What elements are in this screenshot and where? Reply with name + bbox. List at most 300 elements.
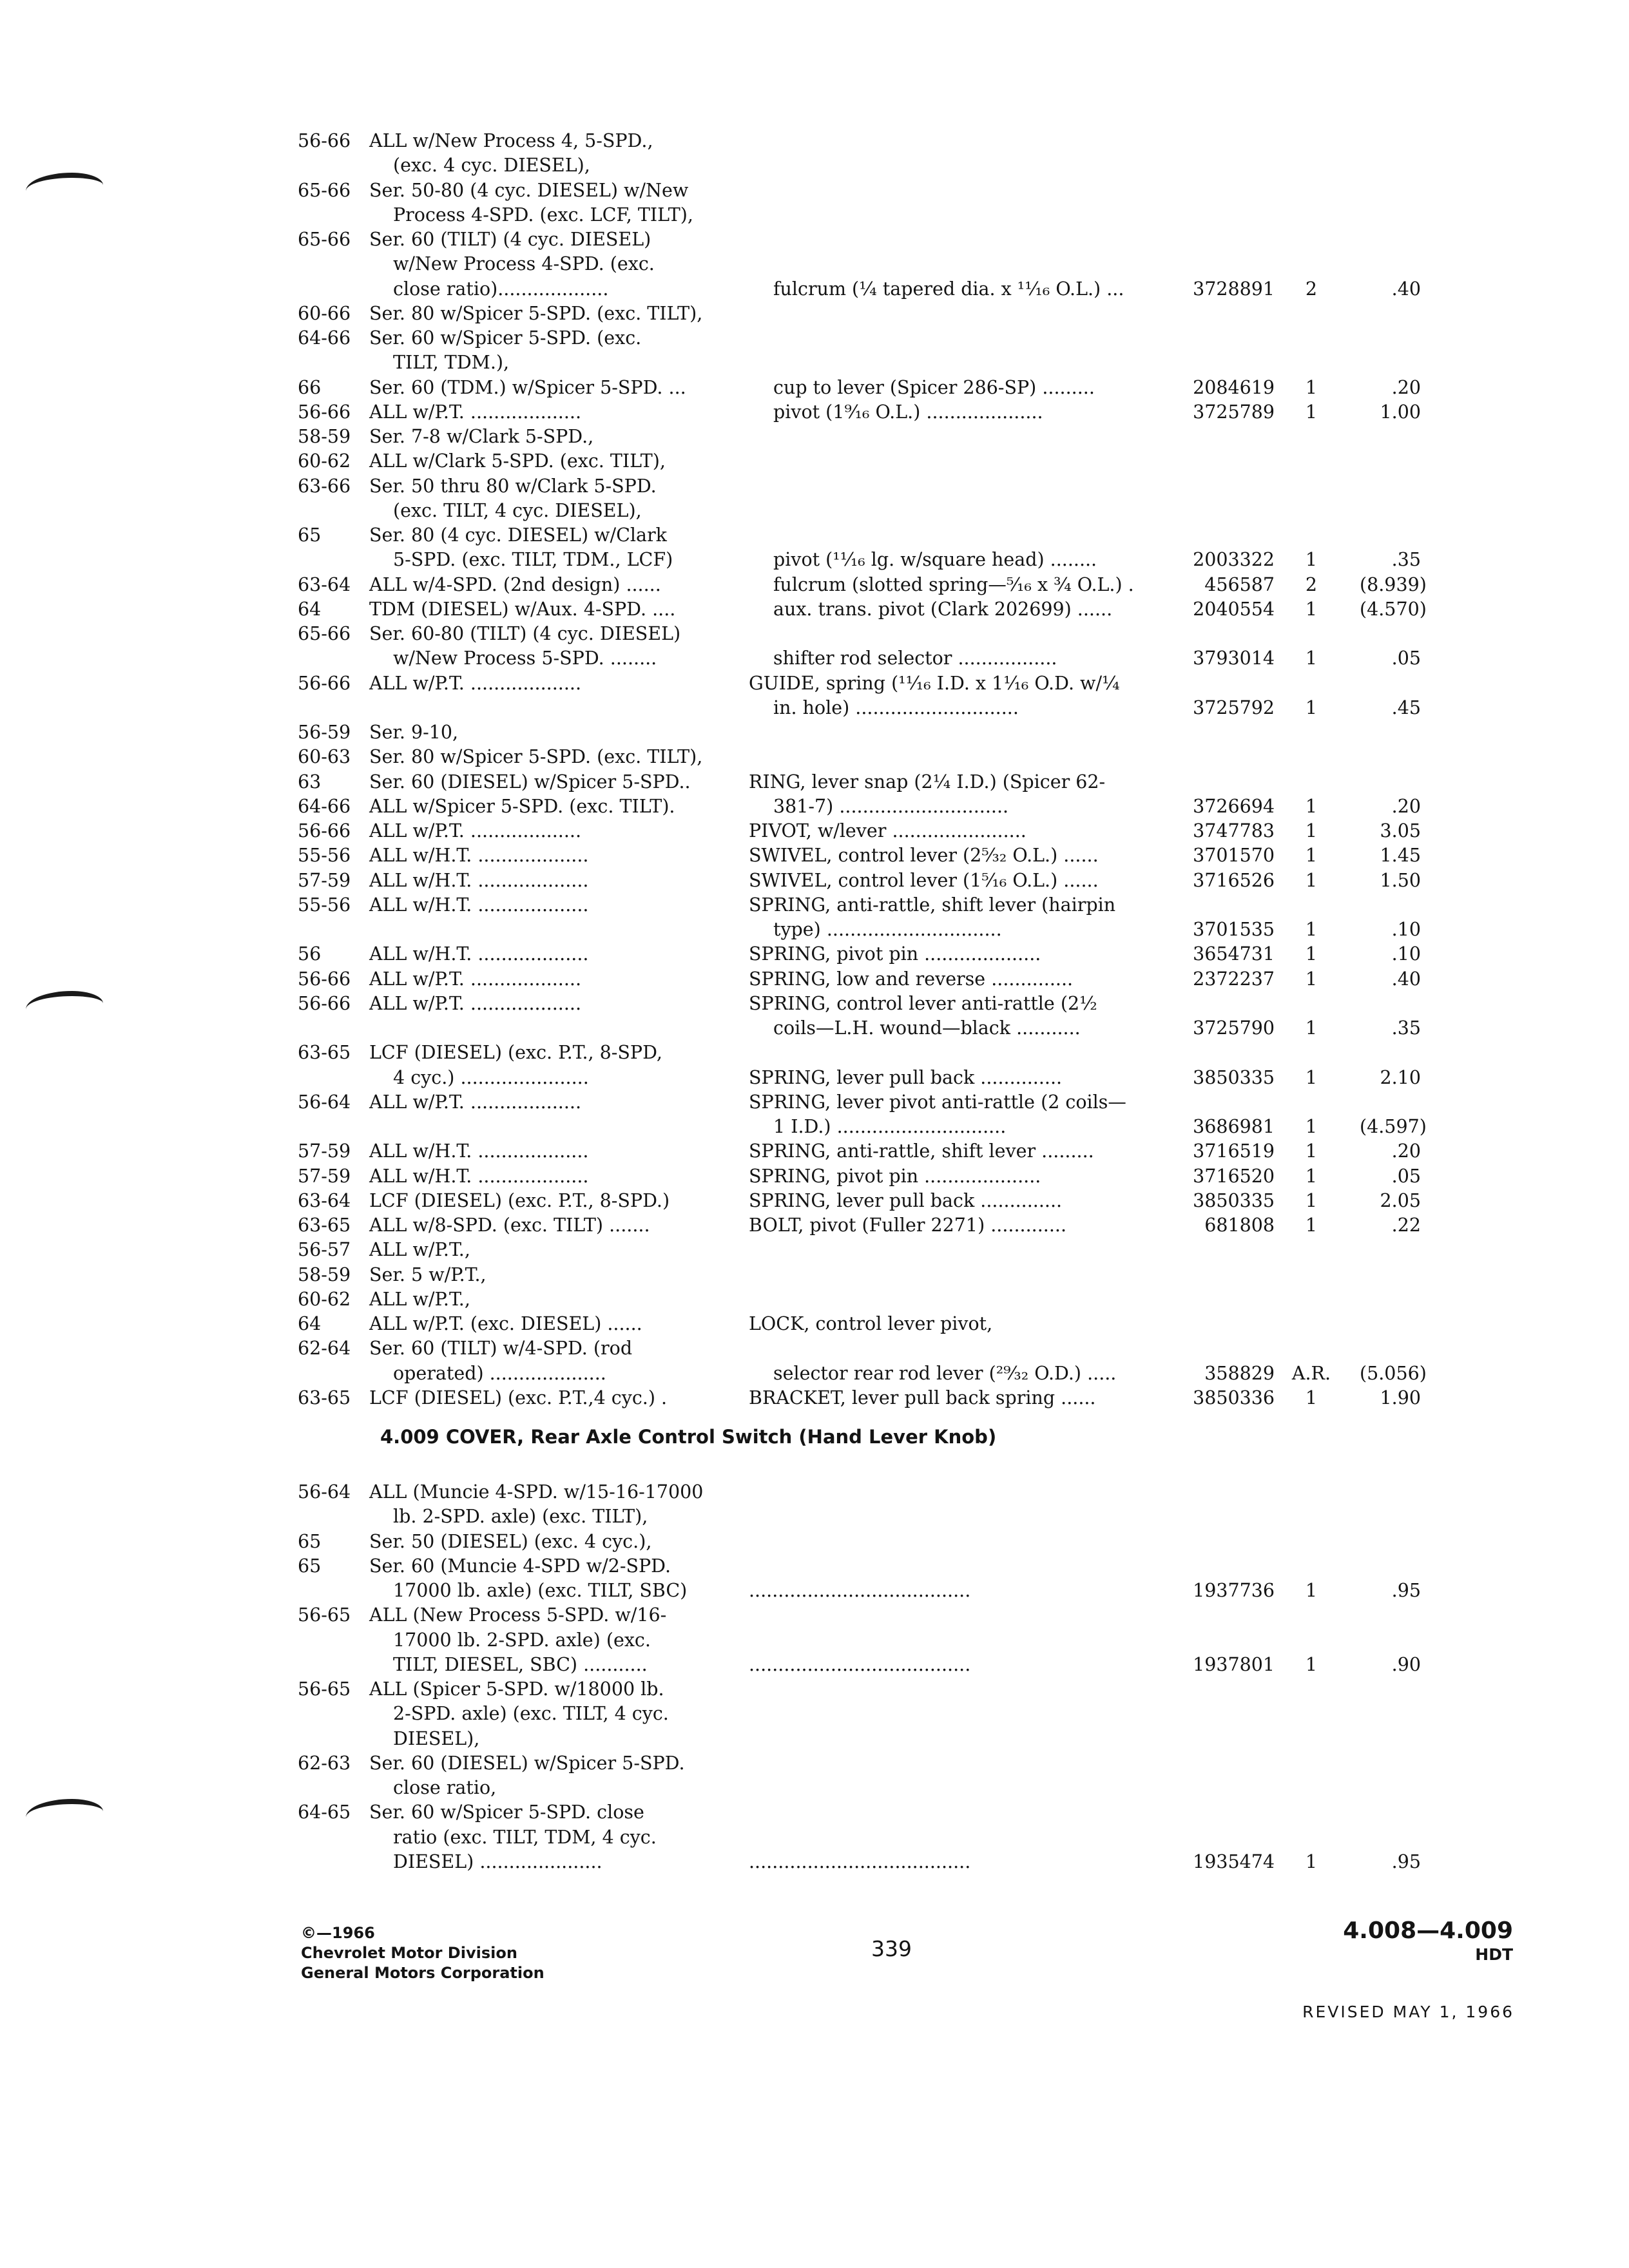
part-description: SPRING, control lever anti-rattle (2½ <box>749 992 1097 1014</box>
table-row <box>0 992 1629 1016</box>
model-year: 63-65 <box>298 1042 351 1064</box>
price: .95 <box>1391 1850 1421 1872</box>
application: lb. 2-SPD. axle) (exc. TILT), <box>393 1506 648 1528</box>
part-number: 3725789 <box>1193 401 1275 423</box>
part-number: 3725790 <box>1193 1017 1275 1039</box>
model-year: 64-66 <box>298 327 351 349</box>
part-number: 456587 <box>1204 573 1275 595</box>
quantity: 1 <box>1305 820 1318 841</box>
table-row <box>0 1603 1629 1628</box>
part-number: 681808 <box>1204 1215 1275 1236</box>
model-year: 58-59 <box>298 1264 351 1285</box>
table-row <box>0 252 1629 276</box>
quantity: 1 <box>1305 845 1318 867</box>
part-number: 3686981 <box>1193 1116 1275 1137</box>
part-number: 2372237 <box>1193 968 1275 990</box>
quantity: 1 <box>1305 1165 1318 1187</box>
table-row <box>0 400 1629 425</box>
table-row <box>0 1115 1629 1139</box>
table-row <box>0 1530 1629 1554</box>
table-row <box>0 1751 1629 1776</box>
price: .20 <box>1391 1140 1421 1162</box>
table-row <box>0 843 1629 868</box>
application: Ser. 60 w/Spicer 5-SPD. close <box>369 1802 644 1823</box>
table-row <box>0 1850 1629 1874</box>
section-heading: 4.009 COVER, Rear Axle Control Switch (Hand Lever Knob) <box>380 1426 997 1448</box>
price: 1.45 <box>1380 845 1421 867</box>
table-row <box>0 203 1629 227</box>
application: ALL w/P.T., <box>369 1239 470 1261</box>
part-description: ...................................... <box>749 1653 971 1675</box>
part-description: pivot (1⁹⁄₁₆ O.L.) .................... <box>773 401 1043 423</box>
price: .35 <box>1391 549 1421 571</box>
model-year: 56-66 <box>298 968 351 990</box>
price: 1.00 <box>1380 401 1421 423</box>
part-description: PIVOT, w/lever ....................... <box>749 820 1027 841</box>
table-row <box>0 1238 1629 1262</box>
part-description: aux. trans. pivot (Clark 202699) ...... <box>773 598 1113 620</box>
part-description: SPRING, lever pull back .............. <box>749 1189 1063 1211</box>
model-year: 56-65 <box>298 1604 351 1626</box>
application: Ser. 5 w/P.T., <box>369 1264 487 1285</box>
application: 2-SPD. axle) (exc. TILT, 4 cyc. <box>393 1703 669 1725</box>
part-description: SPRING, pivot pin .................... <box>749 943 1041 965</box>
application: ALL w/H.T. ................... <box>369 845 589 867</box>
application: Ser. 80 w/Spicer 5-SPD. (exc. TILT), <box>369 302 703 324</box>
table-row <box>0 277 1629 302</box>
quantity: 1 <box>1305 1653 1318 1675</box>
price: .95 <box>1391 1580 1421 1601</box>
part-description: selector rear rod lever (²⁹⁄₃₂ O.D.) ..... <box>773 1362 1117 1384</box>
model-year: 65-66 <box>298 623 351 644</box>
table-row <box>0 622 1629 646</box>
table-row <box>0 1139 1629 1164</box>
quantity: A.R. <box>1291 1362 1331 1384</box>
part-description: SPRING, anti-rattle, shift lever ......... <box>749 1140 1094 1162</box>
table-row <box>0 376 1629 400</box>
model-year: 55-56 <box>298 845 351 867</box>
quantity: 1 <box>1305 1017 1318 1039</box>
part-number: 3716519 <box>1193 1140 1275 1162</box>
application: 4 cyc.) ...................... <box>393 1066 589 1088</box>
model-year: 56-66 <box>298 992 351 1014</box>
table-row <box>0 351 1629 375</box>
quantity: 1 <box>1305 1066 1318 1088</box>
application: Ser. 60 (DIESEL) w/Spicer 5-SPD.. <box>369 771 691 793</box>
table-row <box>0 449 1629 474</box>
model-year: 64-65 <box>298 1802 351 1823</box>
application: Ser. 60-80 (TILT) (4 cyc. DIESEL) <box>369 623 681 644</box>
section-code: HDT <box>1475 1945 1513 1964</box>
application: ALL w/P.T. ................... <box>369 992 582 1014</box>
model-year: 57-59 <box>298 869 351 891</box>
model-year: 55-56 <box>298 894 351 916</box>
quantity: 1 <box>1305 943 1318 965</box>
page-number: 339 <box>871 1936 912 1961</box>
application: Ser. 60 (Muncie 4-SPD w/2-SPD. <box>369 1555 671 1577</box>
table-row <box>0 1090 1629 1115</box>
price: (4.597) <box>1360 1116 1427 1137</box>
model-year: 63-66 <box>298 475 351 497</box>
table-row <box>0 967 1629 992</box>
application: ratio (exc. TILT, TDM, 4 cyc. <box>393 1826 657 1848</box>
table-row <box>0 1016 1629 1041</box>
application: ALL w/New Process 4, 5-SPD., <box>369 130 653 151</box>
part-number: 3716526 <box>1193 869 1275 891</box>
part-number: 2040554 <box>1193 598 1275 620</box>
application: Ser. 80 (4 cyc. DIESEL) w/Clark <box>369 524 667 546</box>
table-row <box>0 720 1629 745</box>
model-year: 56-66 <box>298 130 351 151</box>
table-row <box>0 770 1629 794</box>
table-row <box>0 1041 1629 1065</box>
part-description: RING, lever snap (2¼ I.D.) (Spicer 62- <box>749 771 1106 793</box>
table-row <box>0 597 1629 622</box>
application: Ser. 50-80 (4 cyc. DIESEL) w/New <box>369 179 689 201</box>
copyright-text: ©—1966 <box>301 1924 375 1942</box>
application: Ser. 7-8 w/Clark 5-SPD., <box>369 426 594 447</box>
table-row <box>0 1386 1629 1410</box>
application: DIESEL) ..................... <box>393 1850 602 1872</box>
part-description: SPRING, anti-rattle, shift lever (hairpin <box>749 894 1116 916</box>
part-number: 2003322 <box>1193 549 1275 571</box>
price: (5.056) <box>1360 1362 1427 1384</box>
part-description: SPRING, lever pull back .............. <box>749 1066 1063 1088</box>
footer-section <box>1343 1917 1513 1965</box>
part-number: 3728891 <box>1193 278 1275 300</box>
model-year: 56-66 <box>298 672 351 694</box>
table-row <box>0 425 1629 449</box>
table-row <box>0 302 1629 326</box>
part-number: 2084619 <box>1193 376 1275 398</box>
table-row <box>0 1189 1629 1213</box>
application: Ser. 50 (DIESEL) (exc. 4 cyc.), <box>369 1530 652 1552</box>
application: LCF (DIESEL) (exc. P.T., 8-SPD.) <box>369 1189 670 1211</box>
table-row <box>0 153 1629 178</box>
application: Process 4-SPD. (exc. LCF, TILT), <box>393 204 693 226</box>
quantity: 1 <box>1305 968 1318 990</box>
table-row <box>0 893 1629 918</box>
model-year: 56-64 <box>298 1481 351 1503</box>
application: w/New Process 4-SPD. (exc. <box>393 253 655 275</box>
table-row <box>0 696 1629 720</box>
model-year: 56-57 <box>298 1239 351 1261</box>
model-year: 62-64 <box>298 1338 351 1360</box>
model-year: 60-62 <box>298 1288 351 1310</box>
model-year: 65 <box>298 524 322 546</box>
price: (8.939) <box>1360 573 1427 595</box>
quantity: 1 <box>1305 1116 1318 1137</box>
application: ALL w/P.T. ................... <box>369 401 582 423</box>
table-row <box>0 1361 1629 1386</box>
application: ALL w/H.T. ................... <box>369 1140 589 1162</box>
part-description: fulcrum (slotted spring—⁵⁄₁₆ x ¾ O.L.) . <box>773 573 1134 595</box>
price: .05 <box>1391 648 1421 669</box>
application: Ser. 80 w/Spicer 5-SPD. (exc. TILT), <box>369 746 703 768</box>
price: 2.05 <box>1380 1189 1421 1211</box>
application: ALL w/P.T. (exc. DIESEL) ...... <box>369 1313 642 1334</box>
table-row <box>0 1776 1629 1800</box>
table-row <box>0 1263 1629 1287</box>
model-year: 65-66 <box>298 179 351 201</box>
part-description: fulcrum (¼ tapered dia. x ¹¹⁄₁₆ O.L.) ... <box>773 278 1124 300</box>
table-row <box>0 671 1629 696</box>
part-number: 1937801 <box>1193 1653 1275 1675</box>
section-range: 4.008—4.009 <box>1343 1917 1513 1944</box>
application: Ser. 60 (DIESEL) w/Spicer 5-SPD. <box>369 1752 685 1774</box>
quantity: 2 <box>1305 278 1318 300</box>
revised-date: REVISED MAY 1, 1966 <box>1302 2003 1514 2021</box>
application: TILT, DIESEL, SBC) ........... <box>393 1653 648 1675</box>
application: TDM (DIESEL) w/Aux. 4-SPD. .... <box>369 598 676 620</box>
part-number: 3701535 <box>1193 919 1275 940</box>
application: Ser. 9-10, <box>369 722 459 743</box>
price: .40 <box>1391 278 1421 300</box>
part-number: 3654731 <box>1193 943 1275 965</box>
table-row <box>0 1677 1629 1702</box>
application: ALL w/H.T. ................... <box>369 869 589 891</box>
application: ALL w/H.T. ................... <box>369 894 589 916</box>
application: Ser. 60 (TILT) (4 cyc. DIESEL) <box>369 229 651 250</box>
application: (exc. 4 cyc. DIESEL), <box>393 155 590 177</box>
part-description: SWIVEL, control lever (2⁵⁄₃₂ O.L.) ...... <box>749 845 1099 867</box>
application: 5-SPD. (exc. TILT, TDM., LCF) <box>393 549 673 571</box>
model-year: 65-66 <box>298 229 351 250</box>
application: ALL (Muncie 4-SPD. w/15-16-17000 <box>369 1481 704 1503</box>
application: 17000 lb. 2-SPD. axle) (exc. <box>393 1629 651 1651</box>
application: operated) .................... <box>393 1362 606 1384</box>
quantity: 1 <box>1305 1580 1318 1601</box>
quantity: 1 <box>1305 919 1318 940</box>
application: Ser. 60 (TDM.) w/Spicer 5-SPD. ... <box>369 376 686 398</box>
quantity: 1 <box>1305 598 1318 620</box>
price: .20 <box>1391 795 1421 817</box>
part-description: coils—L.H. wound—black ........... <box>773 1017 1081 1039</box>
model-year: 60-66 <box>298 302 351 324</box>
quantity: 1 <box>1305 697 1318 718</box>
table-row <box>0 129 1629 153</box>
price: 2.10 <box>1380 1066 1421 1088</box>
model-year: 57-59 <box>298 1140 351 1162</box>
application: (exc. TILT, 4 cyc. DIESEL), <box>393 499 642 521</box>
table-row <box>0 1213 1629 1238</box>
part-description: in. hole) ............................ <box>773 697 1019 718</box>
part-description: pivot (¹¹⁄₁₆ lg. w/square head) ........ <box>773 549 1097 571</box>
table-row <box>0 523 1629 548</box>
part-description: GUIDE, spring (¹¹⁄₁₆ I.D. x 1¹⁄₁₆ O.D. w/¼ <box>749 672 1120 694</box>
application: LCF (DIESEL) (exc. P.T., 8-SPD, <box>369 1042 662 1064</box>
application: ALL w/4-SPD. (2nd design) ...... <box>369 573 661 595</box>
price: .10 <box>1391 943 1421 965</box>
part-number: 1935474 <box>1193 1850 1275 1872</box>
model-year: 63 <box>298 771 322 793</box>
model-year: 60-62 <box>298 450 351 472</box>
application: ALL w/P.T. ................... <box>369 820 582 841</box>
price: 3.05 <box>1380 820 1421 841</box>
table-row <box>0 1066 1629 1090</box>
footer-publisher <box>301 1923 545 1983</box>
table-row <box>0 942 1629 966</box>
application: Ser. 60 w/Spicer 5-SPD. (exc. <box>369 327 642 349</box>
model-year: 56-64 <box>298 1091 351 1113</box>
table-row <box>0 1653 1629 1677</box>
application: ALL w/Spicer 5-SPD. (exc. TILT). <box>369 795 675 817</box>
application: ALL (Spicer 5-SPD. w/18000 lb. <box>369 1678 664 1700</box>
table-row <box>0 227 1629 252</box>
part-description: ...................................... <box>749 1580 971 1601</box>
model-year: 64 <box>298 1313 322 1334</box>
table-row <box>0 1727 1629 1751</box>
part-description: SPRING, lever pivot anti-rattle (2 coils— <box>749 1091 1126 1113</box>
part-number: 3725792 <box>1193 697 1275 718</box>
application: ALL w/H.T. ................... <box>369 943 589 965</box>
table-row <box>0 1480 1629 1504</box>
quantity: 1 <box>1305 376 1318 398</box>
model-year: 57-59 <box>298 1165 351 1187</box>
table-row <box>0 1336 1629 1361</box>
price: 1.90 <box>1380 1387 1421 1408</box>
model-year: 63-64 <box>298 573 351 595</box>
division-text: Chevrolet Motor Division <box>301 1944 517 1962</box>
model-year: 56 <box>298 943 322 965</box>
table-row <box>0 499 1629 523</box>
part-number: 1937736 <box>1193 1580 1275 1601</box>
model-year: 56-59 <box>298 722 351 743</box>
table-row <box>0 474 1629 499</box>
quantity: 2 <box>1305 573 1318 595</box>
application: close ratio)................... <box>393 278 609 300</box>
application: ALL w/8-SPD. (exc. TILT) ....... <box>369 1215 650 1236</box>
part-number: 3716520 <box>1193 1165 1275 1187</box>
table-row <box>0 1628 1629 1653</box>
table-row <box>0 1504 1629 1529</box>
model-year: 63-64 <box>298 1189 351 1211</box>
table-row <box>0 1702 1629 1726</box>
price: .45 <box>1391 697 1421 718</box>
part-description: LOCK, control lever pivot, <box>749 1313 993 1334</box>
application: DIESEL), <box>393 1727 480 1749</box>
model-year: 66 <box>298 376 322 398</box>
quantity: 1 <box>1305 1140 1318 1162</box>
table-row <box>0 918 1629 942</box>
price: 1.50 <box>1380 869 1421 891</box>
part-description: BOLT, pivot (Fuller 2271) ............. <box>749 1215 1067 1236</box>
table-row <box>0 326 1629 351</box>
price: .22 <box>1391 1215 1421 1236</box>
part-description: shifter rod selector ................. <box>773 648 1057 669</box>
model-year: 65 <box>298 1555 322 1577</box>
table-row <box>0 1825 1629 1850</box>
application: LCF (DIESEL) (exc. P.T.,4 cyc.) . <box>369 1387 668 1408</box>
table-row <box>0 573 1629 597</box>
model-year: 64-66 <box>298 795 351 817</box>
model-year: 63-65 <box>298 1387 351 1408</box>
application: 17000 lb. axle) (exc. TILT, SBC) <box>393 1580 688 1601</box>
table-row <box>0 1554 1629 1579</box>
application: Ser. 60 (TILT) w/4-SPD. (rod <box>369 1338 633 1360</box>
quantity: 1 <box>1305 401 1318 423</box>
application: ALL w/P.T. ................... <box>369 1091 582 1113</box>
model-year: 65 <box>298 1530 322 1552</box>
model-year: 62-63 <box>298 1752 351 1774</box>
model-year: 58-59 <box>298 426 351 447</box>
part-number: 358829 <box>1204 1362 1275 1384</box>
part-number: 3701570 <box>1193 845 1275 867</box>
quantity: 1 <box>1305 1850 1318 1872</box>
application: Ser. 50 thru 80 w/Clark 5-SPD. <box>369 475 657 497</box>
model-year: 63-65 <box>298 1215 351 1236</box>
table-row <box>0 178 1629 203</box>
part-description: type) .............................. <box>773 919 1002 940</box>
table-row <box>0 1800 1629 1825</box>
table-row <box>0 646 1629 671</box>
price: .90 <box>1391 1653 1421 1675</box>
model-year: 56-66 <box>298 820 351 841</box>
price: (4.570) <box>1360 598 1427 620</box>
part-number: 3850336 <box>1193 1387 1275 1408</box>
quantity: 1 <box>1305 1387 1318 1408</box>
table-row <box>0 1312 1629 1336</box>
part-description: ...................................... <box>749 1850 971 1872</box>
corporation-text: General Motors Corporation <box>301 1964 545 1982</box>
table-row <box>0 1164 1629 1189</box>
part-number: 3793014 <box>1193 648 1275 669</box>
model-year: 60-63 <box>298 746 351 768</box>
table-row <box>0 1287 1629 1312</box>
quantity: 1 <box>1305 549 1318 571</box>
table-row <box>0 794 1629 819</box>
application: ALL w/P.T. ................... <box>369 968 582 990</box>
quantity: 1 <box>1305 869 1318 891</box>
part-description: SPRING, low and reverse .............. <box>749 968 1074 990</box>
part-description: cup to lever (Spicer 286-SP) ......... <box>773 376 1095 398</box>
model-year: 56-65 <box>298 1678 351 1700</box>
model-year: 56-66 <box>298 401 351 423</box>
quantity: 1 <box>1305 648 1318 669</box>
price: .40 <box>1391 968 1421 990</box>
quantity: 1 <box>1305 1189 1318 1211</box>
table-row <box>0 1579 1629 1603</box>
part-description: 1 I.D.) ............................. <box>773 1116 1007 1137</box>
part-description: 381-7) ............................. <box>773 795 1009 817</box>
table-row <box>0 548 1629 572</box>
price: .20 <box>1391 376 1421 398</box>
application: ALL w/P.T. ................... <box>369 672 582 694</box>
part-number: 3726694 <box>1193 795 1275 817</box>
application: w/New Process 5-SPD. ........ <box>393 648 657 669</box>
application: TILT, TDM.), <box>393 352 510 374</box>
part-number: 3850335 <box>1193 1189 1275 1211</box>
table-row <box>0 869 1629 893</box>
part-number: 3747783 <box>1193 820 1275 841</box>
part-description: SPRING, pivot pin .................... <box>749 1165 1041 1187</box>
application: ALL w/P.T., <box>369 1288 470 1310</box>
model-year: 64 <box>298 598 322 620</box>
price: .35 <box>1391 1017 1421 1039</box>
quantity: 1 <box>1305 1215 1318 1236</box>
application: close ratio, <box>393 1777 497 1798</box>
application: ALL w/Clark 5-SPD. (exc. TILT), <box>369 450 666 472</box>
table-row <box>0 819 1629 843</box>
application: ALL (New Process 5-SPD. w/16- <box>369 1604 667 1626</box>
application: ALL w/H.T. ................... <box>369 1165 589 1187</box>
part-number: 3850335 <box>1193 1066 1275 1088</box>
quantity: 1 <box>1305 795 1318 817</box>
price: .05 <box>1391 1165 1421 1187</box>
table-row <box>0 745 1629 769</box>
part-description: SWIVEL, control lever (1⁵⁄₁₆ O.L.) ...... <box>749 869 1099 891</box>
part-description: BRACKET, lever pull back spring ...... <box>749 1387 1096 1408</box>
